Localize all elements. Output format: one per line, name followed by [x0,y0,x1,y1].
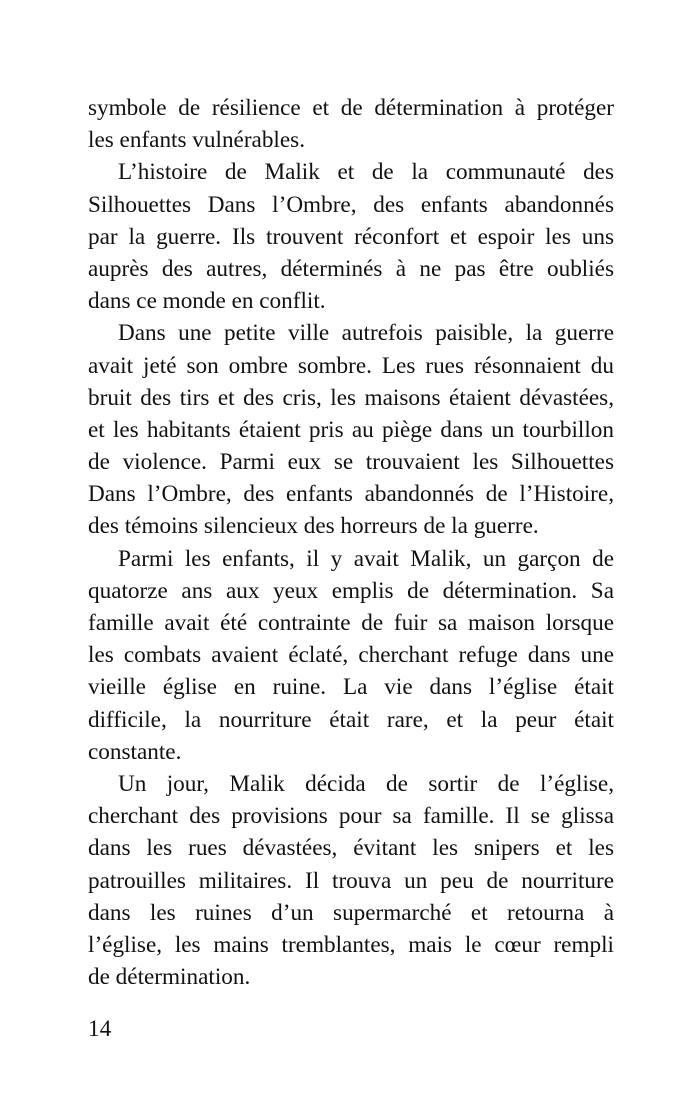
text-line: quatorze ans aux yeux emplis de détermination. Sa [88,577,614,604]
text-line: et les habitants étaient pris au piège dans un tourbillon [88,416,614,443]
text-line: des témoins silencieux des horreurs de la guerre. [88,513,539,540]
text-line: bruit des tirs et des cris, les maisons étaient dévastées, [88,384,614,411]
body-text [88,92,614,993]
text-line: par la guerre. Ils trouvent réconfort et espoir les uns [88,223,614,250]
text-line: vieille église en ruine. La vie dans l’église était [88,674,614,701]
text-line: les combats avaient éclaté, cherchant refuge dans une [88,642,614,669]
text-line: cherchant des provisions pour sa famille. Il se glissa [88,803,614,830]
text-line: famille avait été contrainte de fuir sa maison lorsque [88,610,614,636]
text-line: de détermination. [88,964,251,991]
text-line: L’histoire de Malik et de la communauté des [118,159,614,186]
text-line: avait jeté son ombre sombre. Les rues résonnaient du [88,352,614,379]
text-line: Dans l’Ombre, des enfants abandonnés de l’Histoire, [88,481,614,508]
text-line: de violence. Parmi eux se trouvaient les Silhouettes [88,449,614,476]
text-line: constante. [88,738,182,765]
text-line: dans les rues dévastées, évitant les snipers et les [88,835,614,862]
text-line: difficile, la nourriture était rare, et la peur était [88,706,614,733]
page-number: 14 [88,1016,112,1042]
text-line: Silhouettes Dans l’Ombre, des enfants abandonnés [88,191,614,218]
text-line: Dans une petite ville autrefois paisible, la guerre [118,320,614,347]
text-line: symbole de résilience et de détermination à protéger [88,95,614,121]
text-line: auprès des autres, déterminés à ne pas être oubliés [88,255,614,282]
text-line: patrouilles militaires. Il trouva un peu de nourriture [88,867,614,894]
text-line: Un jour, Malik décida de sortir de l’église, [118,770,614,797]
text-line: dans les ruines d’un supermarché et retourna à [88,899,614,926]
text-line: dans ce monde en conflit. [88,288,326,315]
text-line: l’église, les mains tremblantes, mais le cœur rempli [88,931,614,958]
text-line: les enfants vulnérables. [88,127,305,154]
text-line: Parmi les enfants, il y avait Malik, un garçon de [118,545,614,572]
